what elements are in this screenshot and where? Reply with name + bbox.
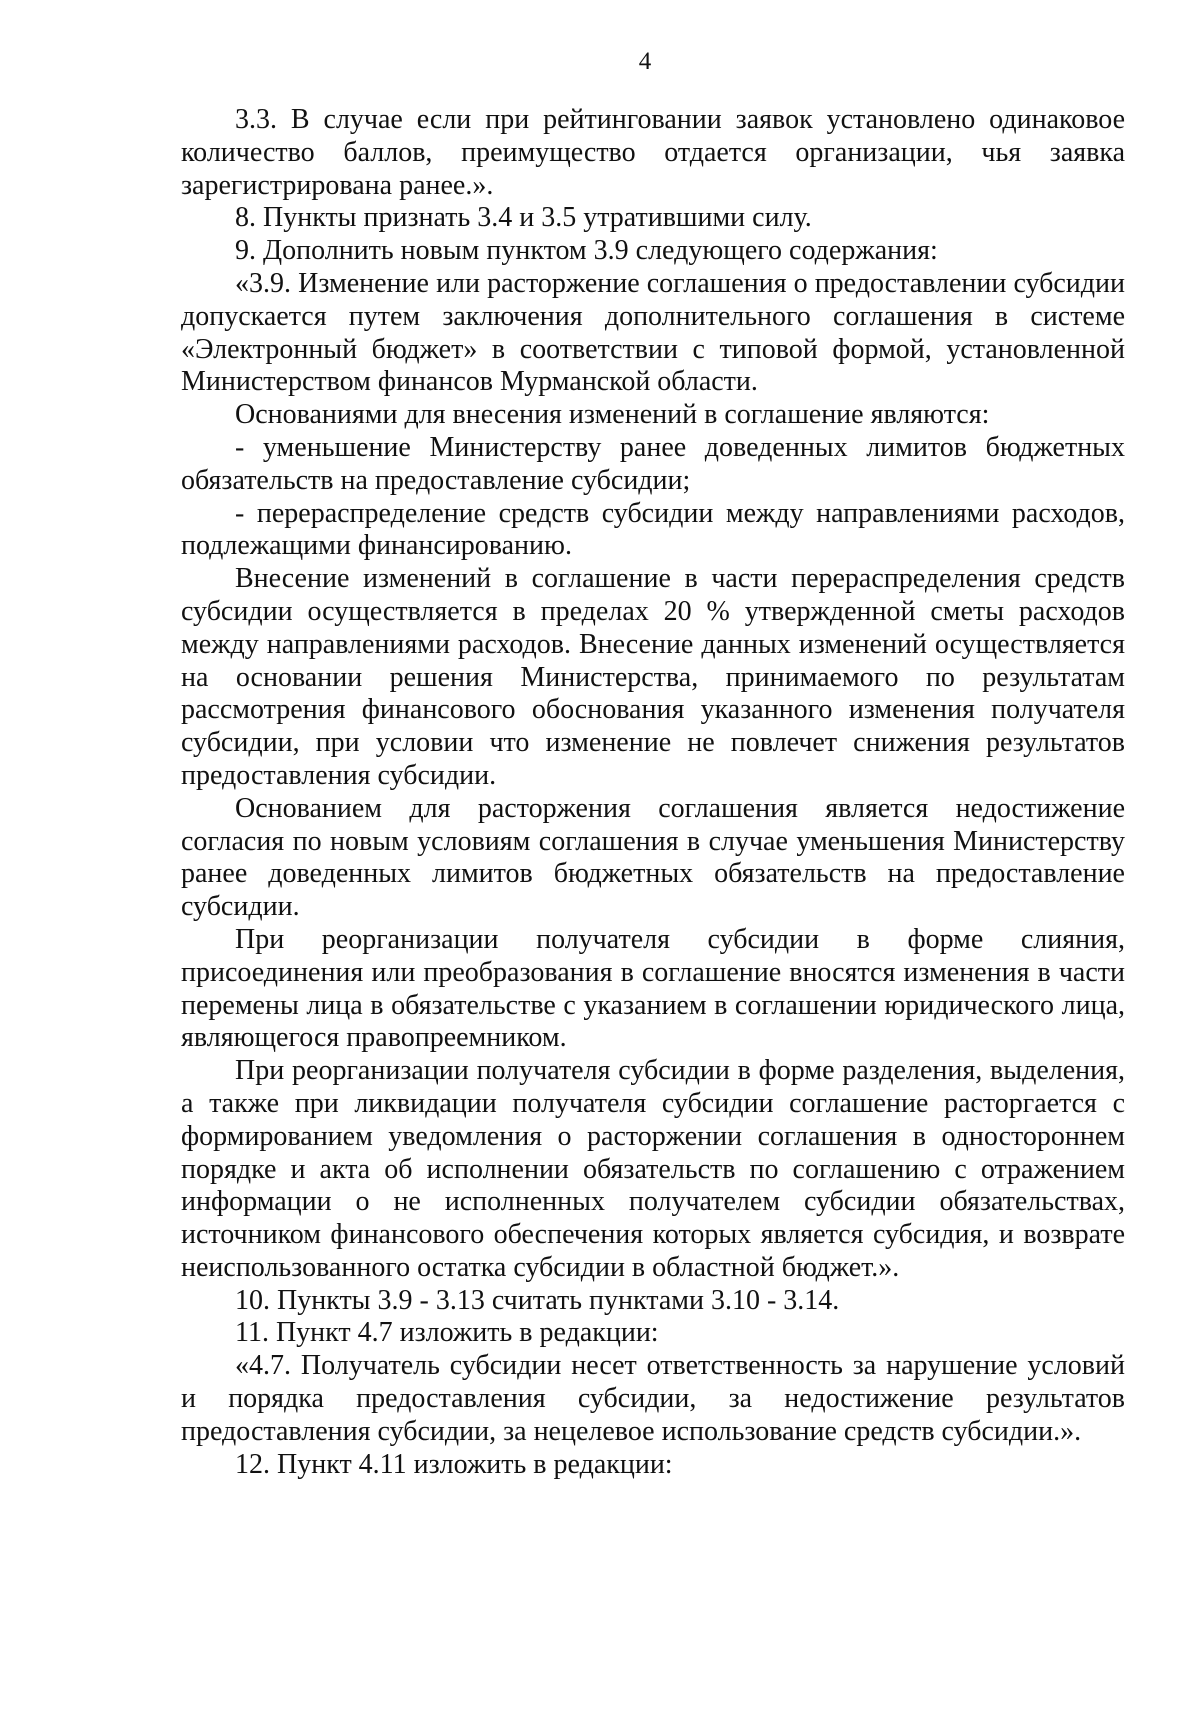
paragraph-reorganization-division: При реорганизации получателя субсидии в форме разделения, выделения, а также при ликвидации получателя субсидии соглашение расторгается с формированием уведомления о расторжении соглашения в одностороннем порядке и акта об исполнении обязательств по соглашению с отражением информации о не исполненных получателем субсидии обязательствах, источником финансового обеспечения которых является субсидия, и возврате неиспользованного остатка субсидии в областной бюджет.». xyxy=(181,1055,1125,1283)
paragraph-item-10: 10. Пункты 3.9 - 3.13 считать пунктами 3.10 - 3.14. xyxy=(235,1284,840,1316)
paragraph-item-12: 12. Пункт 4.11 изложить в редакции: xyxy=(235,1448,673,1480)
paragraph-item-11: 11. Пункт 4.7 изложить в редакции: xyxy=(235,1317,659,1349)
paragraph-redistribution: Внесение изменений в соглашение в части перераспределения средств субсидии осуществляется в пределах 20 % утвержденной сметы расходов между направлениями расходов. Внесение данных изменений осуществляется на основании решения Министерства, принимаемого по результатам рассмотрения финансового обоснования указанного изменения получателя субсидии, при условии что изменение не повлечет снижения результатов предоставления субсидии. xyxy=(181,563,1125,791)
paragraph-3-9: «3.9. Изменение или расторжение соглашения о предоставлении субсидии допускается путем заключения дополнительного соглашения в системе «Электронный бюджет» в соответствии с типовой формой, установленной Министерством финансов Мурманской области. xyxy=(181,267,1125,398)
paragraph-reorganization-merger: При реорганизации получателя субсидии в форме слияния, присоединения или преобразования в соглашение вносятся изменения в части перемены лица в обязательстве с указанием в соглашении юридического лица, являющегося правопреемником. xyxy=(181,923,1125,1054)
paragraph-3-3: 3.3. В случае если при рейтинговании заявок установлено одинаковое количество баллов, преимущество отдается организации, чья заявка зарегистрирована ранее.». xyxy=(181,104,1125,201)
paragraph-4-7: «4.7. Получатель субсидии несет ответственность за нарушение условий и порядка предоставления субсидии, за недостижение результатов предоставления субсидии, за нецелевое использование средств субсидии.». xyxy=(181,1350,1125,1447)
paragraph-termination-ground: Основанием для расторжения соглашения является недостижение согласия по новым условиям соглашения в случае уменьшения Министерству ранее доведенных лимитов бюджетных обязательств на предоставление субсидии. xyxy=(181,792,1125,923)
paragraph-ground-1: - уменьшение Министерству ранее доведенных лимитов бюджетных обязательств на предоставление субсидии; xyxy=(181,431,1125,496)
paragraph-ground-2: - перераспределение средств субсидии между направлениями расходов, подлежащими финансированию. xyxy=(181,497,1125,562)
paragraph-item-8: 8. Пункты признать 3.4 и 3.5 утратившими силу. xyxy=(235,202,812,234)
paragraph-grounds-intro: Основаниями для внесения изменений в соглашение являются: xyxy=(235,399,990,431)
paragraph-item-9: 9. Дополнить новым пунктом 3.9 следующего содержания: xyxy=(235,235,938,267)
page-number: 4 xyxy=(638,48,652,75)
document-body xyxy=(181,104,1125,1481)
